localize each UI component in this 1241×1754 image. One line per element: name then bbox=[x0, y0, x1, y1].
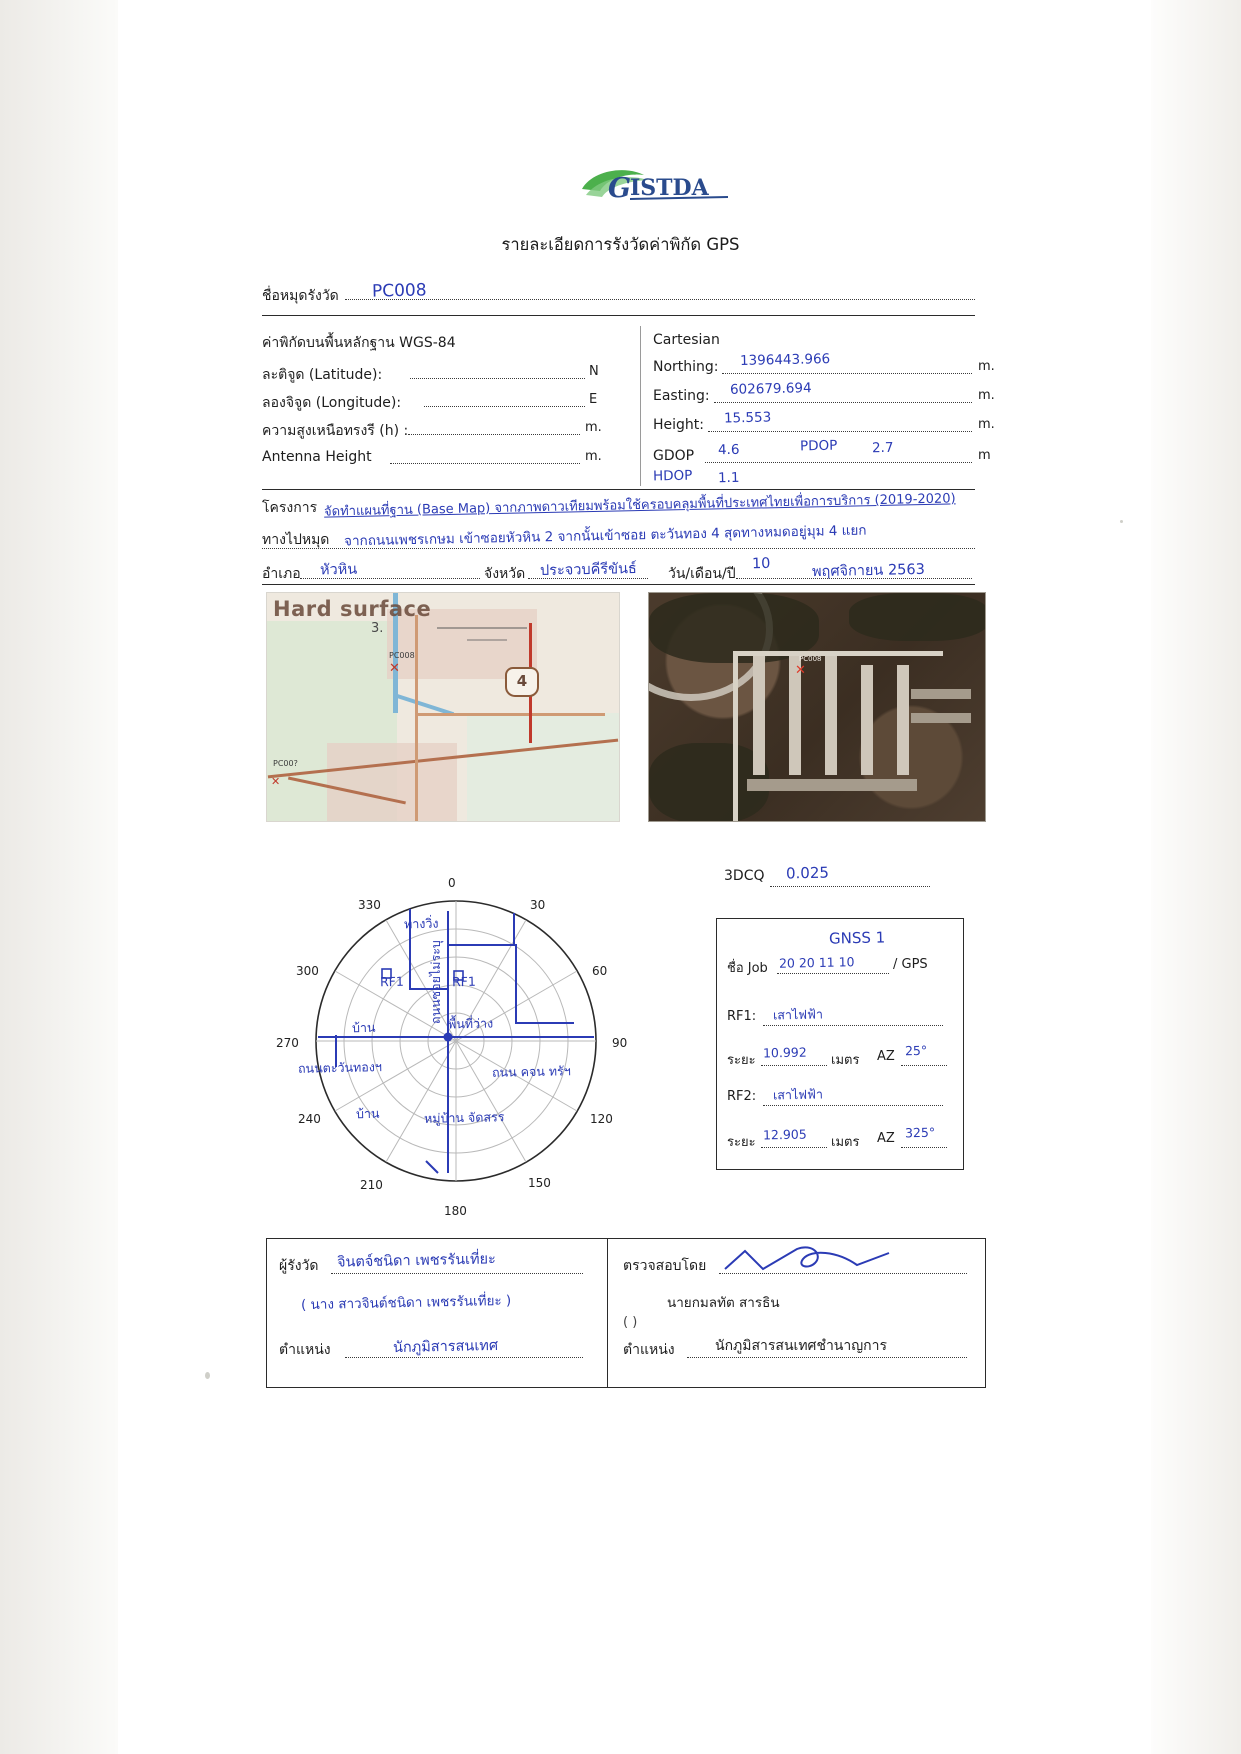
skyplot-annotation-rf1-a: RF1 bbox=[379, 973, 404, 990]
dcq-dots bbox=[770, 886, 930, 887]
surveyor-sign-dots bbox=[331, 1273, 583, 1274]
easting-label: Easting: bbox=[653, 388, 710, 404]
rf2-azimuth-label: AZ bbox=[877, 1131, 895, 1146]
checker-paren: ( ) bbox=[623, 1315, 638, 1330]
gdop-value: 4.6 bbox=[717, 441, 740, 459]
topo-contour-label: 3. bbox=[371, 621, 384, 636]
gdop-unit: m bbox=[978, 448, 991, 463]
longitude-label: ลองจิจูด (Longitude): bbox=[262, 395, 402, 411]
job-name-dots bbox=[777, 973, 889, 974]
skyplot-tick-90: 90 bbox=[612, 1036, 628, 1050]
reference-info-box bbox=[716, 918, 964, 1170]
gdop-dots bbox=[705, 462, 972, 463]
rf1-distance-unit: เมตร bbox=[831, 1053, 860, 1068]
easting-dots bbox=[714, 402, 972, 403]
surveyor-name-paren: ( นาง สาวจินต์ชนิดา เพชรรันเที่ยะ ) bbox=[300, 1292, 512, 1314]
job-name-label: ชื่อ Job bbox=[727, 961, 768, 976]
cartesian-height-dots bbox=[708, 431, 972, 432]
project-value: จัดทำแผนที่ฐาน (Base Map) จากภาพดาวเทียมพร้อมใช้ครอบคลุมพื้นที่ประเทศไทยเพื่อการบริการ (2019-2020) bbox=[323, 491, 956, 520]
datum-section-label: ค่าพิกัดบนพื้นหลักฐาน WGS-84 bbox=[262, 335, 456, 351]
skyplot-annotation-soi-road: ถนนซอยไม่ระบุ bbox=[428, 940, 443, 1024]
rf1-value: เสาไฟฟ้า bbox=[772, 1006, 824, 1023]
rf1-label: RF1: bbox=[727, 1009, 757, 1024]
skyplot-annotation-rf1-b: RF1 bbox=[451, 973, 476, 990]
hdop-label: HDOP bbox=[652, 467, 693, 485]
rf2-distance-unit: เมตร bbox=[831, 1135, 860, 1150]
latitude-label: ละติจูด (Latitude): bbox=[262, 367, 383, 383]
ellipsoid-height-label: ความสูงเหนือทรงรี (h) : bbox=[262, 423, 409, 439]
rf2-distance-dots bbox=[761, 1147, 827, 1148]
scan-speck bbox=[205, 1372, 210, 1379]
cartesian-height-unit: m. bbox=[978, 417, 995, 432]
antenna-height-unit: m. bbox=[585, 449, 602, 464]
hdop-value: 1.1 bbox=[717, 469, 740, 487]
page-title: รายละเอียดการรังวัดค่าพิกัด GPS bbox=[501, 235, 740, 254]
date-day: 10 bbox=[751, 555, 771, 573]
easting-unit: m. bbox=[978, 388, 995, 403]
rf1-distance-label: ระยะ bbox=[727, 1053, 756, 1068]
rf1-azimuth-value: 25° bbox=[904, 1042, 928, 1059]
station-name-label: ชื่อหมุดรังวัด bbox=[262, 288, 339, 304]
northing-value: 1396443.966 bbox=[739, 351, 831, 369]
latitude-dots bbox=[410, 378, 585, 379]
skyplot-tick-150: 150 bbox=[528, 1176, 551, 1190]
province-label: จังหวัด bbox=[484, 566, 526, 582]
northing-label: Northing: bbox=[653, 359, 719, 375]
gistda-logo bbox=[578, 163, 738, 207]
topo-station-marker-2-icon: ✕ bbox=[271, 775, 281, 788]
province-value: ประจวบคีรีขันธ์ bbox=[539, 560, 637, 580]
skyplot-annotation-house-2: บ้าน bbox=[355, 1105, 380, 1122]
route-value: จากถนนเพชรเกษม เข้าซอยหัวหิน 2 จากนั้นเข้าซอย ตะวันทอง 4 สุดทางหมดอยู่มุม 4 แยก bbox=[343, 522, 867, 550]
rf1-distance-dots bbox=[761, 1065, 827, 1066]
signature-block bbox=[266, 1238, 986, 1388]
surveyor-label: ผู้รังวัด bbox=[279, 1258, 319, 1274]
northing-unit: m. bbox=[978, 359, 995, 374]
station-name-value: PC008 bbox=[371, 280, 427, 302]
date-month-year: พฤศจิกายน 2563 bbox=[811, 561, 926, 581]
antenna-height-dots bbox=[390, 463, 580, 464]
surveyor-position-label: ตำแหน่ง bbox=[279, 1342, 331, 1358]
rf2-azimuth-dots bbox=[901, 1147, 947, 1148]
skyplot-annotation-road-left: ถนนตะวันทองฯ bbox=[297, 1059, 383, 1076]
date-label: วัน/เดือน/ปี bbox=[668, 566, 736, 582]
rf2-azimuth-value: 325° bbox=[904, 1124, 936, 1141]
station-name-dots bbox=[345, 299, 975, 300]
rf2-distance-label: ระยะ bbox=[727, 1135, 756, 1150]
skyplot-annotation-open-area: พื้นที่ว่าง bbox=[447, 1015, 494, 1032]
skyplot-tick-120: 120 bbox=[590, 1112, 613, 1126]
skyplot-annotation-road-right: ถนน คจน ทรัฯ bbox=[491, 1063, 571, 1080]
skyplot-tick-180: 180 bbox=[444, 1204, 467, 1218]
dcq-value: 0.025 bbox=[785, 863, 830, 883]
scan-shadow-right bbox=[1151, 0, 1241, 1754]
job-gps-suffix: / GPS bbox=[893, 957, 928, 972]
checker-label: ตรวจสอบโดย bbox=[623, 1258, 707, 1274]
svg-text:G: G bbox=[608, 173, 632, 204]
skyplot-tick-300: 300 bbox=[296, 964, 319, 978]
rf1-distance-value: 10.992 bbox=[762, 1044, 807, 1061]
skyplot-tick-270: 270 bbox=[276, 1036, 299, 1050]
rf2-label: RF2: bbox=[727, 1089, 757, 1104]
svg-text:ISTDA: ISTDA bbox=[630, 175, 709, 201]
checker-name: นายกมลทัต สารธิน bbox=[667, 1295, 780, 1311]
route-label: ทางไปหมุด bbox=[262, 532, 330, 548]
district-value: หัวหิน bbox=[319, 561, 358, 579]
topo-highway-shield: 4 bbox=[505, 667, 539, 697]
surveyor-position-value: นักภูมิสารสนเทศ bbox=[392, 1337, 499, 1357]
latitude-unit: N bbox=[589, 364, 599, 379]
skyplot-tick-240: 240 bbox=[298, 1112, 321, 1126]
longitude-unit: E bbox=[589, 392, 598, 407]
dcq-label: 3DCQ bbox=[724, 868, 765, 884]
header-rule bbox=[262, 315, 975, 316]
pdop-value: 2.7 bbox=[871, 439, 894, 457]
skyplot-tick-60: 60 bbox=[592, 964, 608, 978]
topographic-map-thumbnail[interactable] bbox=[266, 592, 620, 822]
easting-value: 602679.694 bbox=[729, 380, 812, 398]
topo-station-marker-icon: ✕ bbox=[389, 661, 400, 676]
longitude-dots bbox=[424, 406, 585, 407]
topo-hard-surface-text: Hard surface bbox=[273, 597, 432, 621]
satellite-station-marker-icon: ✕ bbox=[795, 663, 806, 678]
gnss-note: GNSS 1 bbox=[828, 928, 886, 948]
surveyor-signature: จินตจ์ชนิดา เพชรรันเที่ยะ bbox=[336, 1251, 497, 1271]
skyplot-tick-30: 30 bbox=[530, 898, 546, 912]
antenna-height-label: Antenna Height bbox=[262, 449, 372, 465]
pdop-label: PDOP bbox=[799, 437, 838, 455]
lower-rule bbox=[262, 584, 975, 585]
scan-shadow-left bbox=[0, 0, 118, 1754]
cartesian-section-label: Cartesian bbox=[653, 332, 720, 348]
skyplot-annotation-village: หมู่บ้าน จัดสรร bbox=[423, 1109, 505, 1126]
signature-divider bbox=[607, 1239, 608, 1387]
rf1-azimuth-label: AZ bbox=[877, 1049, 895, 1064]
skyplot-tick-330: 330 bbox=[358, 898, 381, 912]
satellite-image-thumbnail[interactable] bbox=[648, 592, 986, 822]
scan-speck bbox=[1120, 520, 1123, 523]
checker-position-label: ตำแหน่ง bbox=[623, 1342, 675, 1358]
checker-signature-scribble bbox=[719, 1241, 919, 1277]
skyplot-annotation-house-1: บ้าน bbox=[351, 1019, 376, 1036]
checker-position-dots bbox=[687, 1357, 967, 1358]
rf1-azimuth-dots bbox=[901, 1065, 947, 1066]
northing-dots bbox=[722, 373, 972, 374]
district-label: อำเภอ bbox=[262, 566, 301, 582]
topo-station-tag: PC008 bbox=[389, 651, 415, 660]
ellipsoid-height-dots bbox=[408, 434, 580, 435]
column-divider bbox=[640, 326, 641, 486]
gdop-label: GDOP bbox=[653, 448, 695, 464]
gps-skyplot-diagram bbox=[276, 856, 636, 1226]
checker-position-value: นักภูมิสารสนเทศชำนาญการ bbox=[715, 1338, 888, 1354]
topo-station-tag-2: PC00? bbox=[273, 759, 298, 768]
satellite-station-tag: PC008 bbox=[799, 655, 822, 663]
rf2-value: เสาไฟฟ้า bbox=[772, 1086, 824, 1103]
skyplot-tick-0: 0 bbox=[448, 876, 456, 890]
cartesian-height-label: Height: bbox=[653, 417, 704, 433]
project-label: โครงการ bbox=[262, 500, 318, 516]
ellipsoid-height-unit: m. bbox=[585, 420, 602, 435]
rf2-distance-value: 12.905 bbox=[762, 1126, 807, 1143]
skyplot-annotation-runway: ทางวิ่ง bbox=[403, 915, 439, 932]
cartesian-height-value: 15.553 bbox=[723, 409, 772, 427]
skyplot-tick-210: 210 bbox=[360, 1178, 383, 1192]
job-name-value: 20 20 11 10 bbox=[778, 954, 855, 971]
